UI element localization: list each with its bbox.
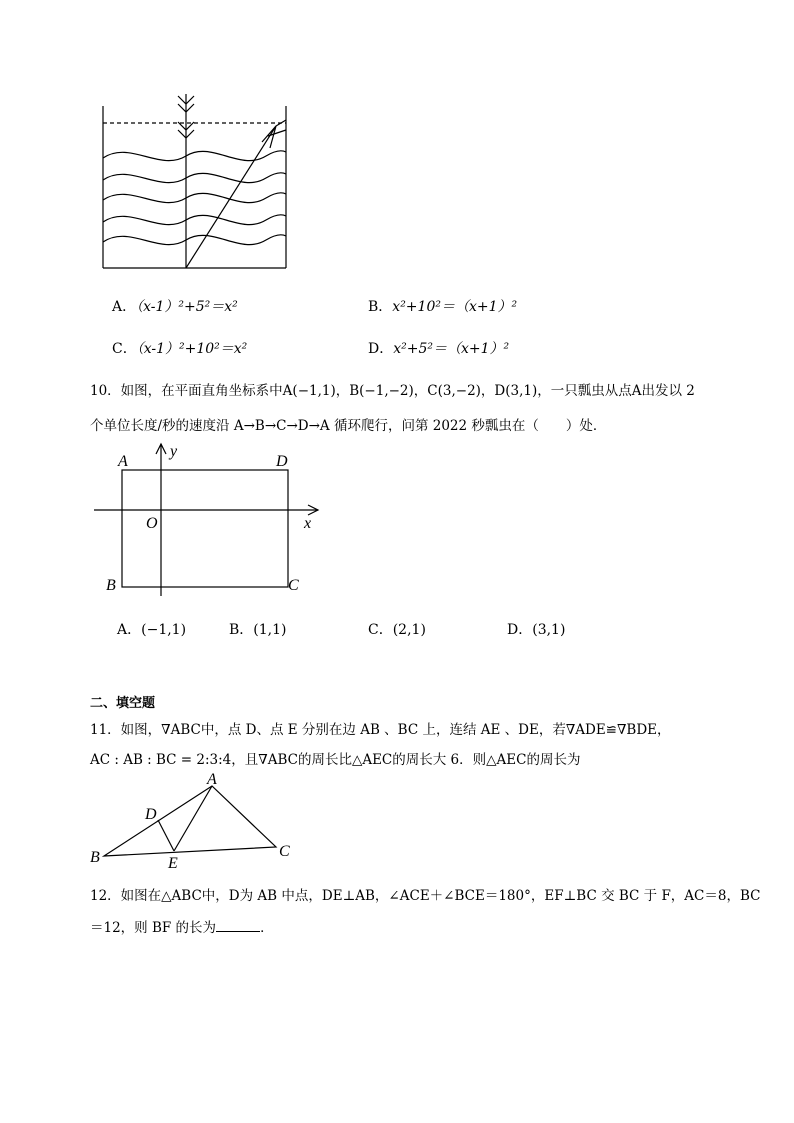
q10-option-d [507, 619, 565, 639]
q10-option-b [229, 619, 287, 639]
option-label: D． [507, 622, 533, 638]
option-label: A． [112, 299, 137, 315]
q11-line2: AC : AB : BC = 2:3:4，且∇ABC的周长比△AEC的周长大 6．则△AEC的周长为 [90, 752, 581, 768]
label-c: C [279, 843, 290, 860]
option-text: (2,1) [392, 622, 426, 638]
option-label: C． [112, 341, 137, 357]
q11-figure [86, 772, 306, 872]
option-label: B． [368, 299, 393, 315]
q9-option-c [112, 338, 247, 358]
option-label: B． [229, 622, 254, 638]
section-title: 二、填空题 [90, 696, 156, 711]
label-e: E [168, 855, 178, 872]
q9-option-a [112, 296, 238, 316]
label-a: A [207, 772, 217, 788]
option-text: （x-1）²+10²＝x² [136, 341, 248, 357]
option-label: C． [368, 622, 393, 638]
q10-line1: 10．如图，在平面直角坐标系中A(−1,1)，B(−1,−2)，C(3,−2)，D(3,1)，一只瓢虫从点A出发以 2 [90, 383, 695, 399]
label-b: B [90, 849, 100, 866]
q11-line1: 11．如图，∇ABC中，点 D、点 E 分别在边 AB 、BC 上，连结 AE 、DE，若∇ADE≌∇BDE， [90, 722, 671, 738]
q12-line2-text: ＝12，则 BF 的长为 [90, 920, 217, 936]
q10-option-c [368, 619, 426, 639]
option-label: D． [368, 341, 394, 357]
label-d: D [145, 806, 157, 823]
q9-option-d [368, 338, 509, 358]
q12-line2 [90, 916, 274, 936]
option-text: x²+10²＝（x+1）² [392, 299, 518, 315]
label-d: D [276, 453, 288, 470]
q10-option-a [117, 619, 186, 639]
label-b: B [106, 577, 116, 594]
option-text: (3,1) [532, 622, 566, 638]
q10-line2: 个单位长度/秒的速度沿 A→B→C→D→A 循环爬行，问第 2022 秒瓢虫在（ ）处． [90, 418, 607, 434]
q12-line2-end: ． [260, 920, 274, 936]
q9-option-b [368, 296, 517, 316]
option-text: (−1,1) [141, 622, 187, 638]
label-o: O [146, 515, 158, 532]
label-c: C [288, 577, 299, 594]
option-text: x²+5²＝（x+1）² [393, 341, 510, 357]
label-a: A [118, 453, 128, 470]
option-label: A． [117, 622, 142, 638]
q9-figure [90, 88, 300, 273]
option-text: （x-1）²+5²＝x² [136, 299, 238, 315]
q10-figure [90, 440, 330, 600]
label-x: x [304, 515, 312, 532]
answer-blank[interactable] [216, 919, 260, 932]
q12-line1: 12．如图在△ABC中，D为 AB 中点，DE⊥AB，∠ACE＋∠BCE＝180°，EF⊥BC 交 BC 于 F，AC＝8，BC [90, 888, 761, 904]
label-y: y [170, 443, 178, 460]
option-text: (1,1) [253, 622, 287, 638]
